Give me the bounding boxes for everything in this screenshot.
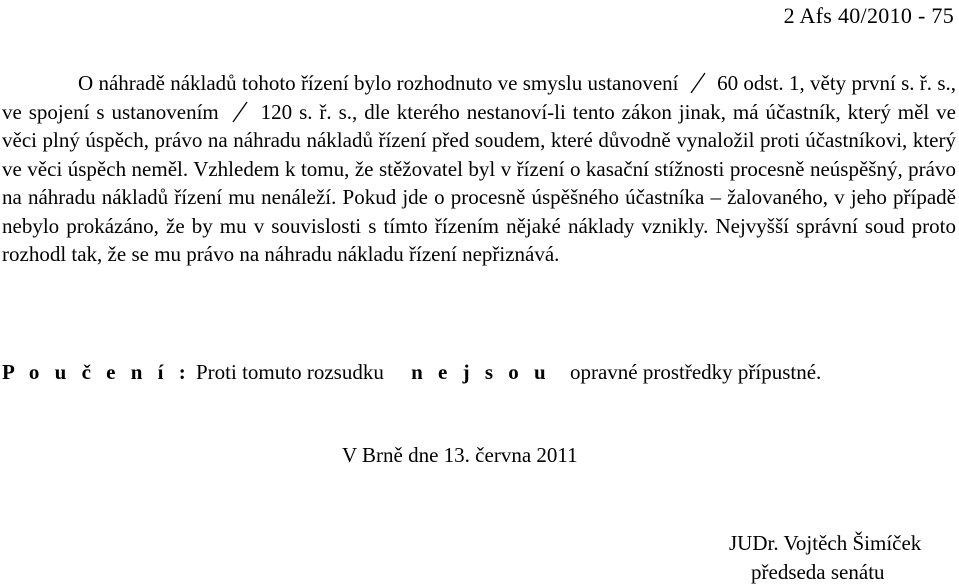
paragraph-section-icon xyxy=(688,72,708,94)
instruction-text-before: Proti tomuto rozsudku xyxy=(196,360,384,384)
instruction-heading: P o u č e n í : xyxy=(2,360,191,384)
paragraph-section-icon xyxy=(230,101,250,123)
reasoning-text-1: O náhradě nákladů tohoto řízení bylo rozhodnuto ve smyslu ustanovení xyxy=(78,71,679,95)
instruction-emphasis: n e j s o u xyxy=(411,360,551,384)
signatory-role: předseda senátu xyxy=(751,560,885,584)
reasoning-paragraph xyxy=(2,69,956,269)
instruction-text-after: opravné prostředky přípustné. xyxy=(569,360,822,384)
place-date: V Brně dne 13. června 2011 xyxy=(342,443,578,467)
instruction-line xyxy=(2,360,821,385)
case-number: 2 Afs 40/2010 - 75 xyxy=(783,3,954,28)
signatory-name: JUDr. Vojtěch Šimíček xyxy=(729,531,922,555)
signature-block xyxy=(729,529,921,587)
reasoning-text-3: 120 s. ř. s., dle kterého nestanoví-li tento zákon jinak, má účastník, který měl ve věci plný úspěch, právo na náhradu nákladů řízení před soudem, které důvodně vynaložil proti účastníkovi, který ve věci úspěch neměl. Vzhledem k tomu, že stěžovatel byl v řízení o kasační stížnosti procesně neúspěšný, právo na náhradu nákladů řízení mu nenáleží. Pokud jde o procesně úspěšného účastníka – žalovaného, v jeho případě nebylo prokázáno, že by mu v souvislosti s tímto řízením nějaké náklady vznikly. Nejvyšší správní soud proto rozhodl tak, že se mu právo na náhradu nákladu řízení nepřiznává. xyxy=(2,99,956,266)
reasoning-text-2: 60 odst. 1, věty první s. ř. s., ve spojení s ustanovením xyxy=(2,71,957,124)
